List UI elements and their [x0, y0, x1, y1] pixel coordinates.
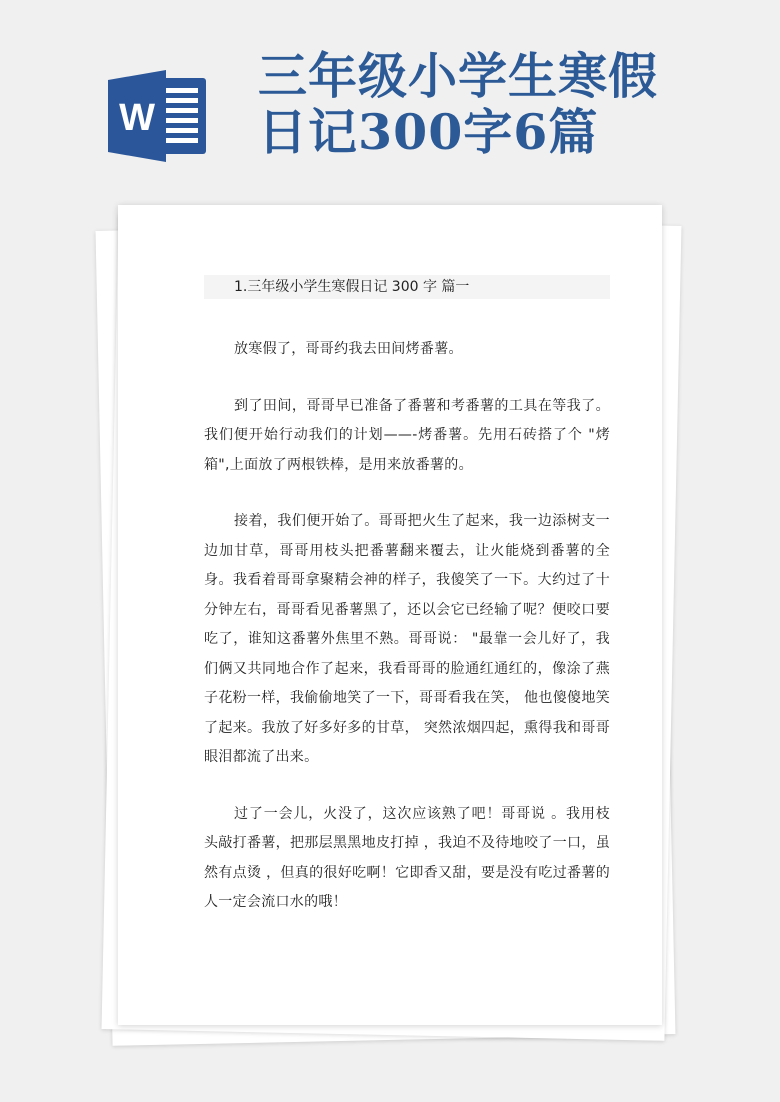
paragraph: 接着，我们便开始了。哥哥把火生了起来，我一边添树支一边加甘草，哥哥用枝头把番薯翻来覆去，让火能烧到番薯的全身。我看着哥哥拿聚精会神的样子，我傻笑了一下。大约过了十分钟左右，哥哥看见番薯黑了，还以会它已经输了呢？便咬口要吃了，谁知这番薯外焦里不熟。哥哥说： "最靠一会儿好了，我们俩又共同地合作了起来，我看哥哥的脸通红通红的，像涂了燕子花粉一样，我偷偷地笑了一下，哥哥看我在笑， 他也傻傻地笑了起来。我放了好多好多的甘草， 突然浓烟四起，熏得我和哥哥眼泪都流了出来。	[204, 513, 610, 765]
page-title	[258, 48, 763, 160]
title-line-2: 日记300字6篇	[258, 103, 599, 161]
title-line-1: 三年级小学生寒假	[258, 47, 659, 105]
paragraph: 到了田间，哥哥早已准备了番薯和考番薯的工具在等我了。我们便开始行动我们的计划——-烤番薯。先用石砖搭了个 "烤箱",上面放了两根铁棒，是用来放番薯的。	[204, 397, 610, 473]
header	[0, 0, 780, 200]
logo-letter: W	[119, 97, 155, 139]
word-document-icon	[108, 68, 208, 164]
document-page	[118, 205, 662, 1025]
document-content	[204, 275, 610, 918]
paragraph: 放寒假了，哥哥约我去田间烤番薯。	[234, 341, 463, 357]
paragraph: 过了一会儿，火没了，这次应该熟了吧！哥哥说 。我用枝头敲打番薯，把那层黑黑地皮打掉 ，我迫不及待地咬了一口，虽然有点烫 ，但真的很好吃啊！它即香又甜，要是没有吃过番薯的人一定会流口水的哦！	[204, 805, 610, 910]
document-heading: 1.三年级小学生寒假日记 300 字 篇一	[204, 275, 610, 299]
